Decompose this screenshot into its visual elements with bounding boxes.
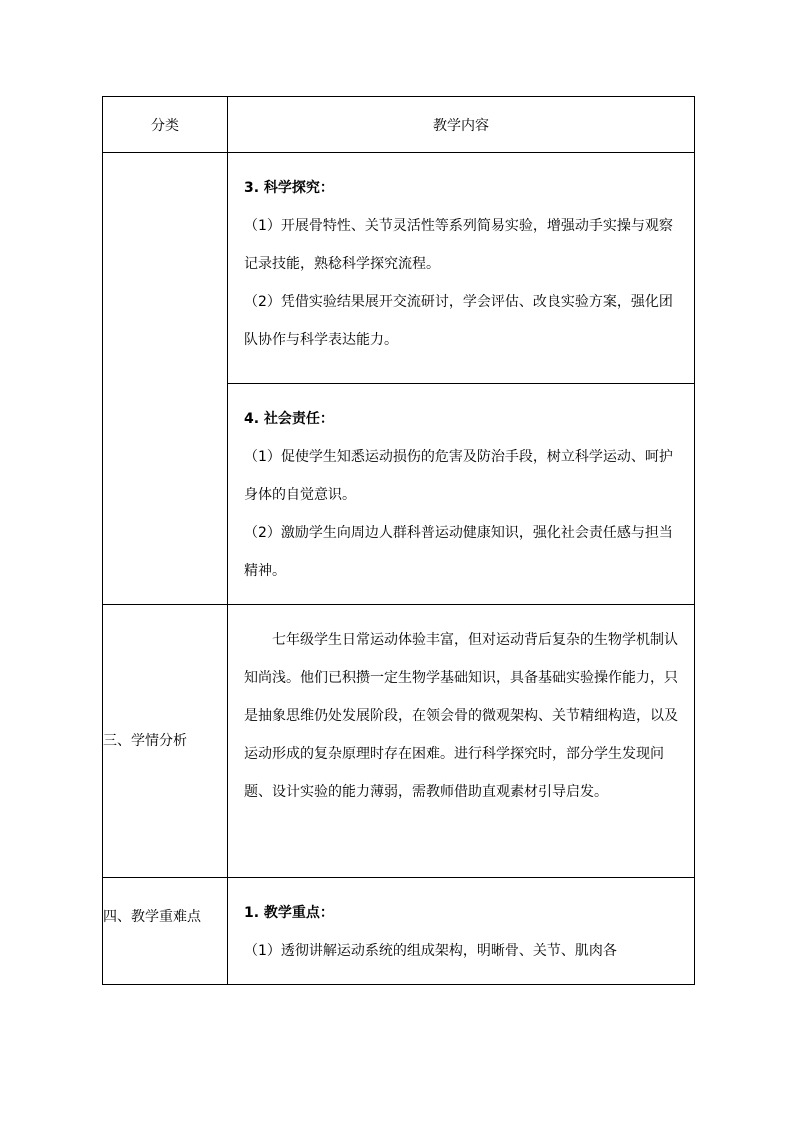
lesson-plan-table <box>102 96 695 985</box>
list-item: （1）开展骨特性、关节灵活性等系列简易实验，增强动手实操与观察记录技能，熟稔科学探究流程。 <box>244 218 673 272</box>
list-item: （1）透彻讲解运动系统的组成架构，明晰骨、关节、肌肉各 <box>244 943 617 959</box>
row-category-learner-analysis: 三、学情分析 <box>103 605 228 878</box>
analysis-paragraph: 七年级学生日常运动体验丰富，但对运动背后复杂的生物学机制认知尚浅。他们已积攒一定生物学基础知识，具备基础实验操作能力，只是抽象思维仍处发展阶段，在领会骨的微观架构、关节精细构造，以及运动形成的复杂原理时存在困难。进行科学探究时，部分学生发现问题、设计实验的能力薄弱，需教师借助直观素材引导启发。 <box>244 632 678 800</box>
table-header-row <box>103 97 695 153</box>
scientific-inquiry-cell <box>228 153 695 384</box>
section-heading: 1. 教学重点： <box>244 905 334 921</box>
table-row <box>103 605 695 878</box>
row-category-empty <box>103 153 228 605</box>
list-item: （1）促使学生知悉运动损伤的危害及防治手段，树立科学运动、呵护身体的自觉意识。 <box>244 449 673 503</box>
header-content: 教学内容 <box>228 97 695 153</box>
learner-analysis-cell <box>228 605 695 878</box>
table-row <box>103 153 695 384</box>
key-points-cell <box>228 878 695 985</box>
section-heading: 3. 科学探究： <box>244 180 334 196</box>
list-item: （2）激励学生向周边人群科普运动健康知识，强化社会责任感与担当精神。 <box>244 525 673 579</box>
section-heading: 4. 社会责任： <box>244 411 334 427</box>
list-item: （2）凭借实验结果展开交流研讨，学会评估、改良实验方案，强化团队协作与科学表达能力。 <box>244 294 673 348</box>
header-category: 分类 <box>103 97 228 153</box>
table-row <box>103 878 695 985</box>
row-category-key-points: 四、教学重难点 <box>103 878 228 985</box>
social-responsibility-cell <box>228 384 695 605</box>
